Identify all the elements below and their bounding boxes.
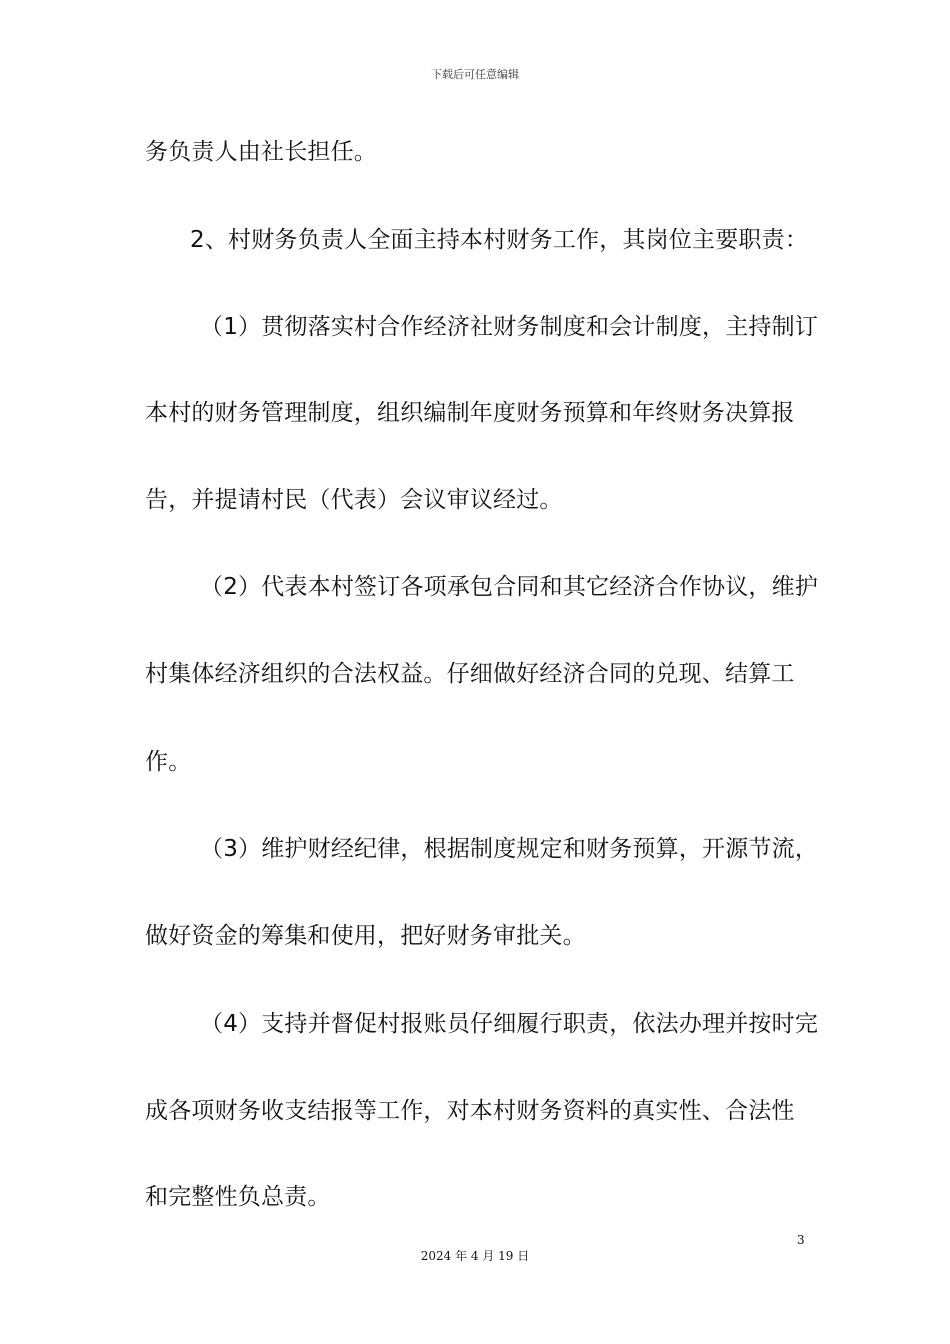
body-line-3: （1）贯彻落实村合作经济社财务制度和会计制度，主持制订 (200, 314, 819, 340)
body-line-7: 村集体经济组织的合法权益。仔细做好经济合同的兑现、结算工 (145, 661, 795, 687)
body-line-5: 告，并提请村民（代表）会议审议经过。 (145, 487, 563, 513)
body-line-12: 成各项财务收支结报等工作，对本村财务资料的真实性、合法性 (145, 1098, 795, 1124)
body-line-11: （4）支持并督促村报账员仔细履行职责，依法办理并按时完 (200, 1011, 819, 1037)
body-line-1: 务负责人由社长担任。 (145, 139, 377, 165)
body-line-13: 和完整性负总责。 (145, 1184, 331, 1210)
body-line-9: （3）维护财经纪律，根据制度规定和财务预算，开源节流， (200, 836, 819, 862)
body-line-2: 2、村财务负责人全面主持本村财务工作，其岗位主要职责： (190, 227, 809, 253)
body-line-10: 做好资金的筹集和使用，把好财务审批关。 (145, 923, 586, 949)
body-line-8: 作。 (145, 749, 192, 775)
page-number: 3 (797, 1233, 805, 1247)
body-line-4: 本村的财务管理制度，组织编制年度财务预算和年终财务决算报 (145, 400, 795, 426)
header-note: 下载后可任意编辑 (431, 68, 519, 81)
body-line-6: （2）代表本村签订各项承包合同和其它经济合作协议，维护 (200, 574, 819, 600)
footer-date: 2024 年 4 月 19 日 (420, 1249, 530, 1263)
